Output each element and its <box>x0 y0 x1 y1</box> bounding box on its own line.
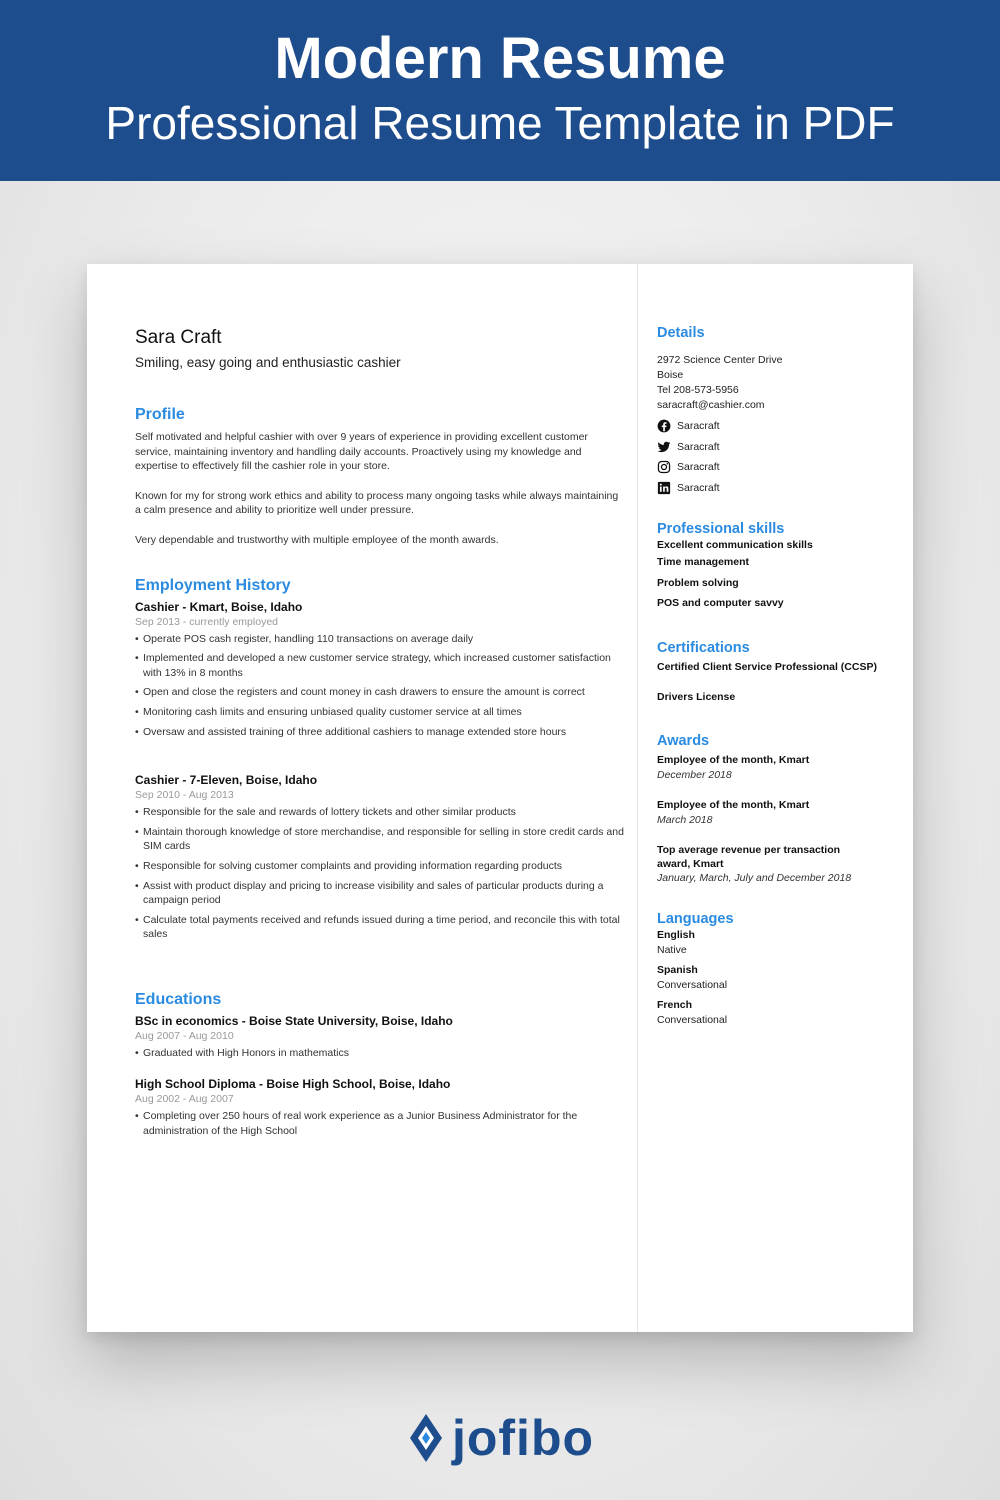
award-date: December 2018 <box>657 768 732 781</box>
skills-heading: Professional skills <box>657 521 785 537</box>
skills-section <box>657 520 897 614</box>
education-bullets <box>135 1046 625 1061</box>
resume-name: Sara Craft <box>135 327 222 348</box>
brand-logo[interactable] <box>0 1408 1000 1468</box>
employment-heading: Employment History <box>135 576 291 594</box>
certification-item: Drivers License <box>657 690 736 703</box>
skill-item: Excellent communication skills <box>657 539 813 551</box>
social-twitter[interactable] <box>657 437 897 458</box>
resume-page <box>87 264 913 1332</box>
awards-section <box>657 732 897 886</box>
education-dates: Aug 2007 - Aug 2010 <box>135 1029 234 1042</box>
education-bullets <box>135 1109 625 1138</box>
employment-section <box>135 576 625 942</box>
job-title: Cashier - Kmart, Boise, Idaho <box>135 599 303 614</box>
social-facebook[interactable] <box>657 416 897 437</box>
education-title: BSc in economics - Boise State University, Boise, Idaho <box>135 1013 453 1028</box>
award-date: March 2018 <box>657 813 713 826</box>
education-entry <box>135 1076 625 1138</box>
main-column <box>135 326 625 1139</box>
certifications-heading: Certifications <box>657 639 750 656</box>
profile-paragraph: Self motivated and helpful cashier with over 9 years of experience in providing excellent customer service, maintaining inventory and handling daily accounts. Proactively using my knowledge and expertise to effectively fill the cashier role in your store. <box>135 431 588 473</box>
language-entry <box>657 963 897 993</box>
instagram-icon <box>657 460 671 474</box>
job-entry <box>135 772 625 942</box>
social-label: Saracraft <box>677 461 720 474</box>
job-dates: Sep 2010 - Aug 2013 <box>135 789 234 802</box>
phone: Tel 208-573-5956 <box>657 384 739 396</box>
language-entry <box>657 928 897 958</box>
education-section <box>135 990 625 1139</box>
education-title: High School Diploma - Boise High School, Boise, Idaho <box>135 1077 451 1092</box>
email: saracraft@cashier.com <box>657 399 765 411</box>
job-dates: Sep 2013 - currently employed <box>135 615 278 628</box>
city: Boise <box>657 369 684 381</box>
languages-section <box>657 910 897 1028</box>
languages-heading: Languages <box>657 910 734 927</box>
social-label: Saracraft <box>677 440 720 453</box>
linkedin-icon <box>657 481 671 495</box>
list-item: • Graduated with High Honors in mathematics <box>135 1046 625 1061</box>
details-section <box>657 324 897 498</box>
sidebar-column <box>657 324 897 1028</box>
social-instagram[interactable] <box>657 457 897 478</box>
language-name: English <box>657 928 695 941</box>
award-name: Top average revenue per transaction award, Kmart <box>657 843 841 870</box>
profile-paragraph: Known for my for strong work ethics and ability to process many ongoing tasks while always maintaining a calm presence and ability to prioritize well under pressure. <box>135 489 619 517</box>
banner-subtitle: Professional Resume Template in PDF <box>105 97 895 149</box>
jofibo-logo-icon <box>406 1412 446 1464</box>
profile-paragraph: Very dependable and trustworthy with multiple employee of the month awards. <box>135 533 499 546</box>
award-name: Employee of the month, Kmart <box>657 798 810 811</box>
twitter-icon <box>657 440 671 454</box>
banner-title: Modern Resume <box>274 26 726 91</box>
social-label: Saracraft <box>677 481 720 494</box>
job-entry <box>135 599 625 740</box>
column-divider <box>637 264 638 1332</box>
social-label: Saracraft <box>677 420 720 433</box>
skill-item: Problem solving <box>657 576 739 589</box>
job-bullets <box>135 805 625 942</box>
list-item: • Responsible for solving customer complaints and providing information regarding products <box>135 859 625 874</box>
language-name: French <box>657 998 693 1011</box>
award-entry <box>657 798 897 828</box>
list-item: • Oversaw and assisted training of three additional cashiers to manage extended store hours <box>135 725 625 740</box>
language-level: Native <box>657 943 687 956</box>
list-item: • Responsible for the sale and rewards of lottery tickets and other similar products <box>135 805 625 820</box>
education-dates: Aug 2002 - Aug 2007 <box>135 1093 234 1106</box>
list-item: • Operate POS cash register, handling 110 transactions on average daily <box>135 632 625 647</box>
job-bullets <box>135 632 625 740</box>
list-item: • Open and close the registers and count money in cash drawers to ensure the amount is correct <box>135 685 625 700</box>
resume-tagline: Smiling, easy going and enthusiastic cashier <box>135 355 401 370</box>
brand-name: jofibo <box>451 1410 595 1466</box>
details-heading: Details <box>657 325 705 341</box>
awards-heading: Awards <box>657 732 710 749</box>
list-item: • Completing over 250 hours of real work experience as a Junior Business Administrator for the administration of the High School <box>135 1109 625 1138</box>
job-title: Cashier - 7-Eleven, Boise, Idaho <box>135 773 318 788</box>
language-entry <box>657 998 897 1028</box>
profile-section <box>135 405 625 548</box>
list-item: • Implemented and developed a new customer service strategy, which increased customer satisfaction with 13% in 8 months <box>135 651 625 680</box>
language-level: Conversational <box>657 978 728 991</box>
header-banner <box>0 0 1000 181</box>
language-name: Spanish <box>657 963 698 976</box>
education-entry <box>135 1013 625 1061</box>
address: 2972 Science Center Drive <box>657 354 783 366</box>
language-level: Conversational <box>657 1013 728 1026</box>
facebook-icon <box>657 419 671 433</box>
certifications-section <box>657 639 897 705</box>
skill-item: Time management <box>657 556 750 568</box>
list-item: • Maintain thorough knowledge of store merchandise, and responsible for selling in store credit cards and SIM cards <box>135 825 625 854</box>
social-linkedin[interactable] <box>657 478 897 499</box>
award-name: Employee of the month, Kmart <box>657 753 810 766</box>
award-entry <box>657 843 872 886</box>
award-date: January, March, July and December 2018 <box>657 871 852 884</box>
list-item: • Assist with product display and pricing to increase visibility and sales of particular products during a campaign period <box>135 879 625 908</box>
list-item: • Monitoring cash limits and ensuring unbiased quality customer service at all times <box>135 705 625 720</box>
award-entry <box>657 753 897 783</box>
list-item: • Calculate total payments received and refunds issued during a time period, and reconcile this with total sales <box>135 913 625 942</box>
certification-item: Certified Client Service Professional (CCSP) <box>657 660 877 673</box>
skill-item: POS and computer savvy <box>657 597 784 609</box>
education-heading: Educations <box>135 990 222 1008</box>
profile-heading: Profile <box>135 406 185 423</box>
